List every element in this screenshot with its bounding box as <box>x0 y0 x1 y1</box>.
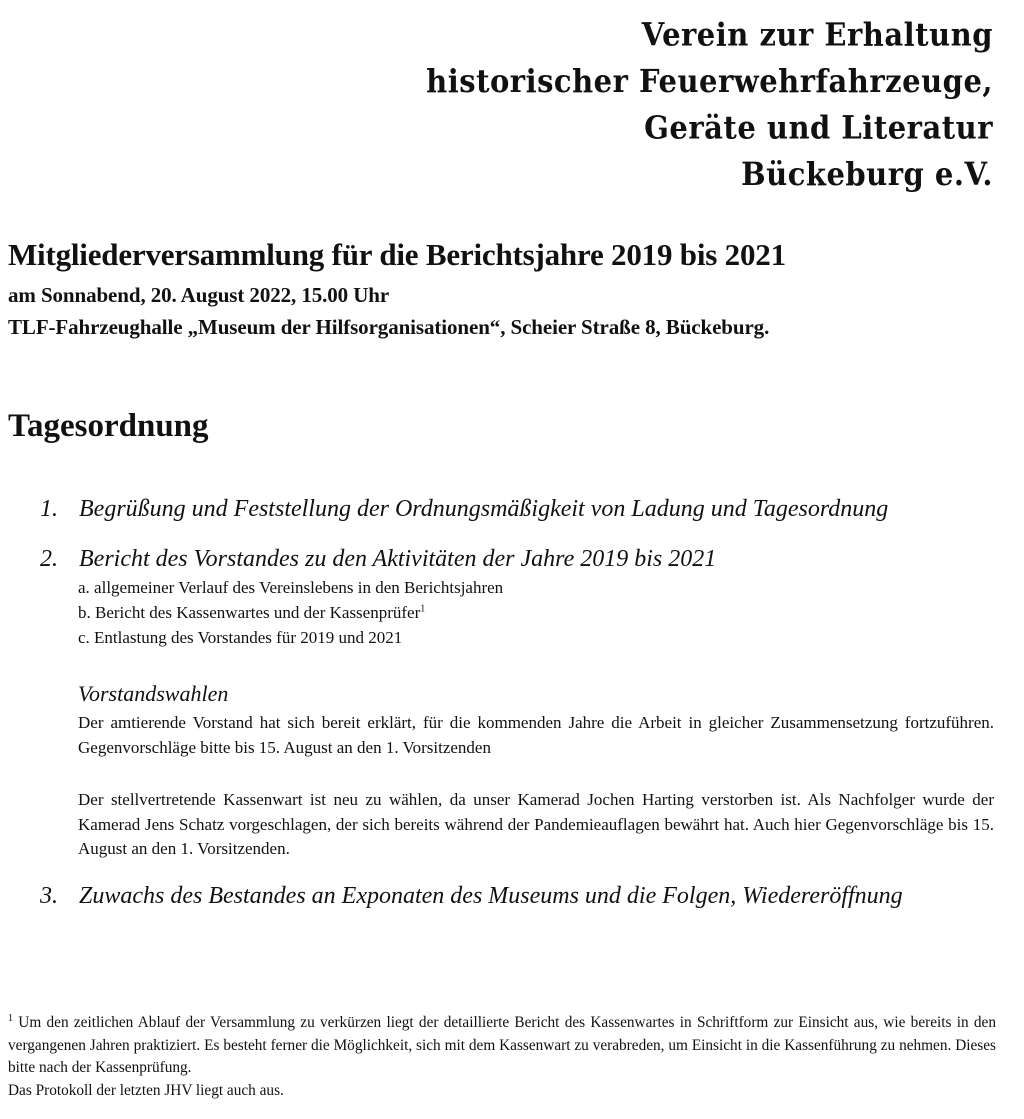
letterhead-line: Verein zur Erhaltung <box>641 16 993 54</box>
organization-letterhead <box>426 12 993 198</box>
agenda-subitem: c. Entlastung des Vorstandes für 2019 und 2021 <box>78 628 403 647</box>
agenda-subitem <box>78 603 425 623</box>
agenda-subitem-text: b. Bericht des Kassenwartes und der Kassenprüfer <box>78 603 421 622</box>
letterhead-line: historischer Feuerwehrfahrzeuge, <box>426 62 993 100</box>
elections-paragraph: Der stellvertretende Kassenwart ist neu zu wählen, da unser Kamerad Jochen Harting verstorben ist. Als Nachfolger wurde der Kamerad Jens Schatz vorgeschlagen, der sich bereits während der Pandemieauflagen bewährt hat. Auch hier Gegenvorschläge bis 15. August an den 1. Vorsitzenden. <box>78 790 994 858</box>
agenda-item-number: 3. <box>40 883 58 909</box>
footnote-text <box>8 1012 996 1080</box>
agenda-heading: Tagesordnung <box>8 408 209 444</box>
letterhead-line: Bückeburg e.V. <box>741 155 993 193</box>
meeting-date: am Sonnabend, 20. August 2022, 15.00 Uhr <box>8 283 390 307</box>
agenda-subitem: a. allgemeiner Verlauf des Vereinslebens in den Berichtsjahren <box>78 578 504 597</box>
elections-paragraph: Der amtierende Vorstand hat sich bereit erklärt, für die kommenden Jahre die Arbeit in gleicher Zusammensetzung fortzuführen. Gegenvorschläge bitte bis 15. August an den 1. Vorsitzenden <box>78 713 994 757</box>
footnote-marker: 1 <box>8 1012 13 1024</box>
agenda-item <box>40 546 716 573</box>
agenda-item-number: 1. <box>40 496 58 522</box>
agenda-item-title: Bericht des Vorstandes zu den Aktivitäten der Jahre 2019 bis 2021 <box>79 546 717 572</box>
agenda-item-title: Zuwachs des Bestandes an Exponaten des Museums und die Folgen, Wiedereröffnung <box>79 883 903 909</box>
agenda-item-title: Begrüßung und Feststellung der Ordnungsmäßigkeit von Ladung und Tagesordnung <box>79 496 889 522</box>
letterhead-line: Geräte und Literatur <box>644 109 993 146</box>
agenda-item <box>40 883 903 910</box>
meeting-location: TLF-Fahrzeughalle „Museum der Hilfsorganisationen“, Scheier Straße 8, Bückeburg. <box>8 315 770 339</box>
footnote <box>8 1012 996 1102</box>
agenda-item-number: 2. <box>40 546 58 572</box>
footnote-body: Um den zeitlichen Ablauf der Versammlung zu verkürzen liegt der detaillierte Bericht des Kassenwartes in Schriftform zur Einsicht aus, wie bereits in den vergangenen Jahren praktiziert. Es besteht ferner die Möglichkeit, sich mit dem Kassenwart zu verabreden, um Einsicht in die Kassenführung zu nehmen. Dieses bitte nach der Kassenprüfung. <box>8 1014 996 1076</box>
agenda-item <box>40 496 888 523</box>
section-title-board-elections: Vorstandswahlen <box>78 681 229 706</box>
footnote-protocol-note: Das Protokoll der letzten JHV liegt auch aus. <box>8 1081 284 1099</box>
document-title: Mitgliederversammlung für die Berichtsjahre 2019 bis 2021 <box>8 237 786 272</box>
footnote-reference: 1 <box>420 603 426 615</box>
